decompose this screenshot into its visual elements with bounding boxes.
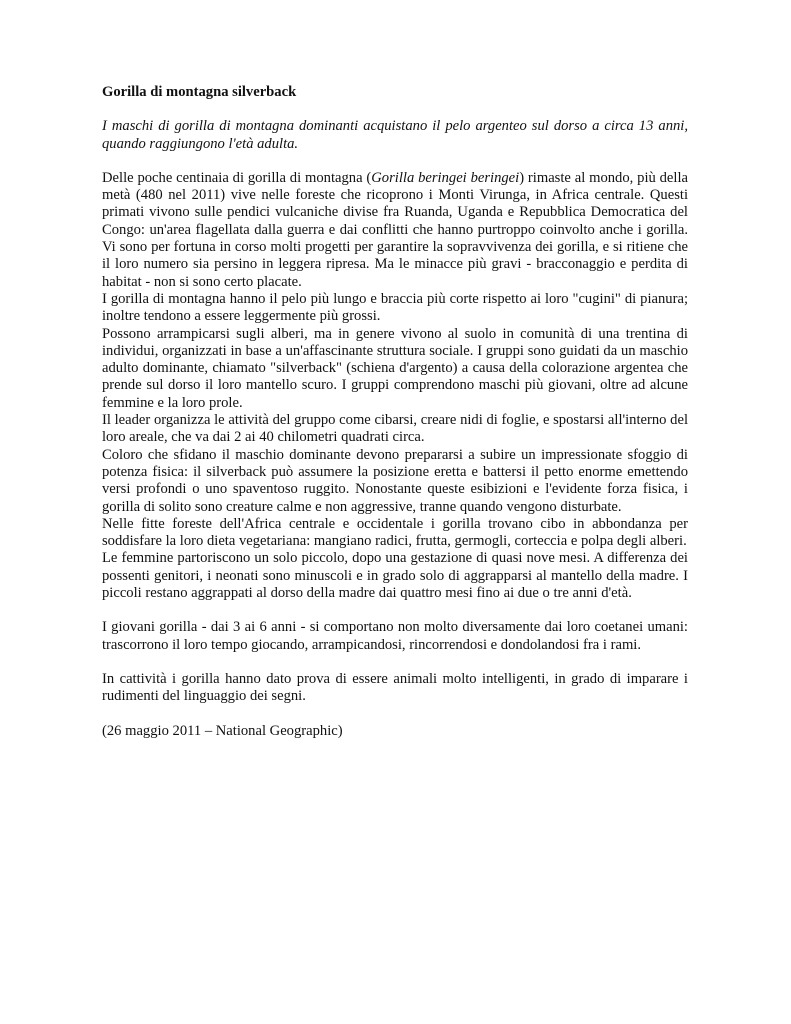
paragraph-diet: Nelle fitte foreste dell'Africa centrale e occidentale i gorilla trovano cibo in abbondanza per soddisfare la loro dieta vegetariana: mangiano radici, frutta, germogli, corteccia e polpa degli alberi. [102, 515, 688, 550]
intro-text-after: ) rimaste al mondo, più della metà (480 nel 2011) vive nelle foreste che ricoprono i Monti Virunga, in Africa centrale. Questi primati vivono sulle pendici vulcaniche divise fra Ruanda, Uganda e Repubblica Democratica del Congo: un'area flagellata dalla guerra e dai conflitti che hanno purtroppo coinvolto anche i gorilla. Vi sono per fortuna in corso molti progetti per garantire la sopravvivenza dei gorilla, e si ritiene che il loro numero sia persino in leggera ripresa. Ma le minacce più gravi - bracconaggio e perdita di habitat - non si sono certo placate. [102, 169, 688, 290]
paragraph-fur: I gorilla di montagna hanno il pelo più lungo e braccia più corte rispetto ai loro "cugini" di pianura; inoltre tendono a essere leggermente più grossi. [102, 290, 688, 325]
species-name: Gorilla beringei beringei [371, 169, 520, 186]
document-page [102, 84, 688, 740]
paragraph-social: Possono arrampicarsi sugli alberi, ma in genere vivono al suolo in comunità di una trentina di individui, organizzati in base a un'affascinante struttura sociale. I gruppi sono guidati da un maschio adulto dominante, chiamato "silverback" (schiena d'argento) a causa della colorazione argentea che prende sul dorso il loro mantello scuro. I gruppi comprendono maschi più giovani, oltre ad alcune femmine e la loro prole. [102, 325, 688, 411]
intro-text-before: Delle poche centinaia di gorilla di montagna ( [102, 169, 372, 186]
paragraph-offspring: Le femmine partoriscono un solo piccolo, dopo una gestazione di quasi nove mesi. A differenza dei possenti genitori, i neonati sono minuscoli e in grado solo di aggrapparsi al mantello della madre. I piccoli restano aggrappati al dorso della madre dai quattro mesi fino ai due o tre anni d'età. [102, 550, 688, 602]
paragraph-challenge: Coloro che sfidano il maschio dominante devono prepararsi a subire un impressionate sfoggio di potenza fisica: il silverback può assumere la posizione eretta e battersi il petto enorme emettendo versi profondi o uno spaventoso ruggito. Nonostante queste esibizioni e l'evidente forza fisica, i gorilla di solito sono creature calme e non aggressive, tranne quando vengono disturbate. [102, 446, 688, 515]
paragraph-young: I giovani gorilla - dai 3 ai 6 anni - si comportano non molto diversamente dai loro coetanei umani: trascorrono il loro tempo giocando, arrampicandosi, rincorrendosi e dondolandosi fra i rami. [102, 619, 688, 653]
lead-paragraph: I maschi di gorilla di montagna dominanti acquistano il pelo argenteo sul dorso a circa 13 anni, quando raggiungono l'età adulta. [102, 118, 688, 152]
paragraph-captivity: In cattività i gorilla hanno dato prova di essere animali molto intelligenti, in grado di imparare i rudimenti del linguaggio dei segni. [102, 670, 688, 705]
intro-paragraph [102, 170, 688, 291]
source-citation: (26 maggio 2011 – National Geographic) [102, 722, 343, 739]
paragraph-leader: Il leader organizza le attività del gruppo come cibarsi, creare nidi di foglie, e spostarsi all'interno del loro areale, che va dai 2 ai 40 chilometri quadrati circa. [102, 412, 688, 446]
document-title: Gorilla di montagna silverback [102, 84, 297, 100]
